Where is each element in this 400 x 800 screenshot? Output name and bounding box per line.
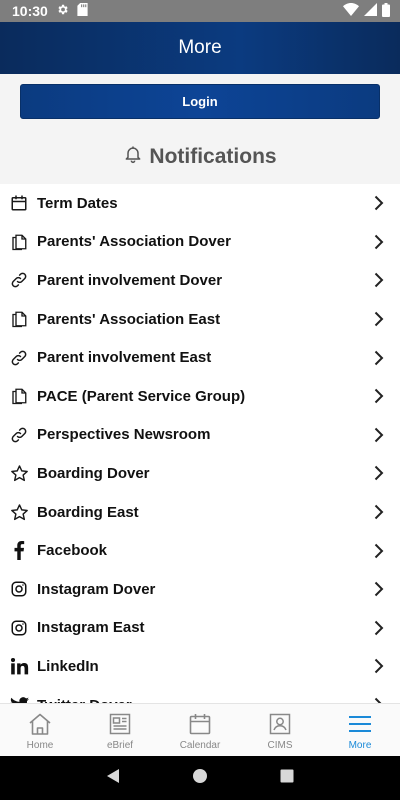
menu-item-parents-association-dover[interactable] <box>0 223 400 262</box>
tab-label: Home <box>26 740 54 751</box>
wifi-icon <box>343 3 359 19</box>
page-title: More <box>178 37 222 58</box>
chevron-right-icon <box>372 658 386 674</box>
menu-item-label: LinkedIn <box>37 657 99 675</box>
instagram-icon <box>9 579 29 599</box>
menu-item-parent-involvement-dover[interactable] <box>0 261 400 300</box>
chevron-right-icon <box>372 311 386 327</box>
menu-item-parent-involvement-east[interactable] <box>0 338 400 377</box>
menu-item-instagram-east[interactable] <box>0 609 400 648</box>
chevron-right-icon <box>372 543 386 559</box>
chevron-right-icon <box>372 465 386 481</box>
menu-item-instagram-dover[interactable] <box>0 570 400 609</box>
tab-calendar[interactable] <box>160 704 240 756</box>
menu-item-label: Instagram East <box>37 619 145 637</box>
chevron-right-icon <box>372 388 386 404</box>
tab-label: CIMS <box>267 740 293 751</box>
app-header <box>0 22 400 74</box>
menu-item-label: Term Dates <box>37 194 118 212</box>
status-time: 10:30 <box>12 3 48 19</box>
chevron-right-icon <box>372 195 386 211</box>
link-icon <box>9 348 29 368</box>
notifications-heading[interactable] <box>0 144 400 170</box>
chevron-right-icon <box>372 350 386 366</box>
cell-signal-icon <box>364 3 377 19</box>
document-icon <box>9 386 29 406</box>
login-button[interactable]: Login <box>20 84 380 119</box>
document-icon <box>9 309 29 329</box>
instagram-icon <box>9 618 29 638</box>
menu-item-label: Parent involvement East <box>37 349 212 367</box>
newspaper-icon <box>107 712 133 736</box>
tab-label: More <box>348 740 372 751</box>
recents-square-icon[interactable] <box>280 769 294 788</box>
menu-item-boarding-dover[interactable] <box>0 454 400 493</box>
menu-item-label: Facebook <box>37 542 108 560</box>
chevron-right-icon <box>372 504 386 520</box>
menu-item-label: Perspectives Newsroom <box>37 426 211 444</box>
more-content <box>0 74 400 703</box>
chevron-right-icon <box>372 234 386 250</box>
chevron-right-icon <box>372 427 386 443</box>
system-navigation-bar <box>0 756 400 800</box>
menu-item-label: PACE (Parent Service Group) <box>37 387 246 405</box>
tab-label: eBrief <box>106 740 134 751</box>
back-triangle-icon[interactable] <box>106 768 120 789</box>
menu-item-perspectives-newsroom[interactable] <box>0 416 400 455</box>
chevron-right-icon <box>372 581 386 597</box>
sd-card-icon <box>77 3 88 19</box>
chevron-right-icon <box>372 620 386 636</box>
tab-ebrief[interactable] <box>80 704 160 756</box>
linkedin-icon <box>9 656 29 676</box>
document-icon <box>9 232 29 252</box>
bottom-tab-bar <box>0 703 400 756</box>
battery-icon <box>382 3 390 20</box>
bell-icon <box>123 144 143 170</box>
status-bar <box>0 0 400 22</box>
facebook-icon <box>9 541 29 561</box>
star-icon <box>9 463 29 483</box>
menu-item-label: Boarding Dover <box>37 464 150 482</box>
menu-item-parents-association-east[interactable] <box>0 300 400 339</box>
tab-home[interactable] <box>0 704 80 756</box>
calendar-icon <box>9 193 29 213</box>
link-icon <box>9 270 29 290</box>
tab-cims[interactable] <box>240 704 320 756</box>
menu-item-label: Parents' Association Dover <box>37 233 231 251</box>
hamburger-menu-icon <box>347 712 373 736</box>
more-menu-list <box>0 184 400 724</box>
notifications-label: Notifications <box>149 145 277 168</box>
menu-item-pace[interactable] <box>0 377 400 416</box>
menu-item-label: Boarding East <box>37 503 139 521</box>
link-icon <box>9 425 29 445</box>
menu-item-boarding-east[interactable] <box>0 493 400 532</box>
tab-label: Calendar <box>179 740 221 751</box>
menu-item-linkedin[interactable] <box>0 647 400 686</box>
menu-item-term-dates[interactable] <box>0 184 400 223</box>
tab-more[interactable] <box>320 704 400 756</box>
menu-item-label: Parent involvement Dover <box>37 271 223 289</box>
menu-item-facebook[interactable] <box>0 531 400 570</box>
login-section <box>0 74 400 184</box>
settings-gear-icon <box>56 3 69 19</box>
menu-item-label: Parents' Association East <box>37 310 221 328</box>
contact-card-icon <box>267 712 293 736</box>
menu-item-label: Instagram Dover <box>37 580 156 598</box>
star-icon <box>9 502 29 522</box>
home-icon <box>27 712 53 736</box>
home-circle-icon[interactable] <box>192 768 208 789</box>
calendar-icon <box>187 712 213 736</box>
chevron-right-icon <box>372 272 386 288</box>
